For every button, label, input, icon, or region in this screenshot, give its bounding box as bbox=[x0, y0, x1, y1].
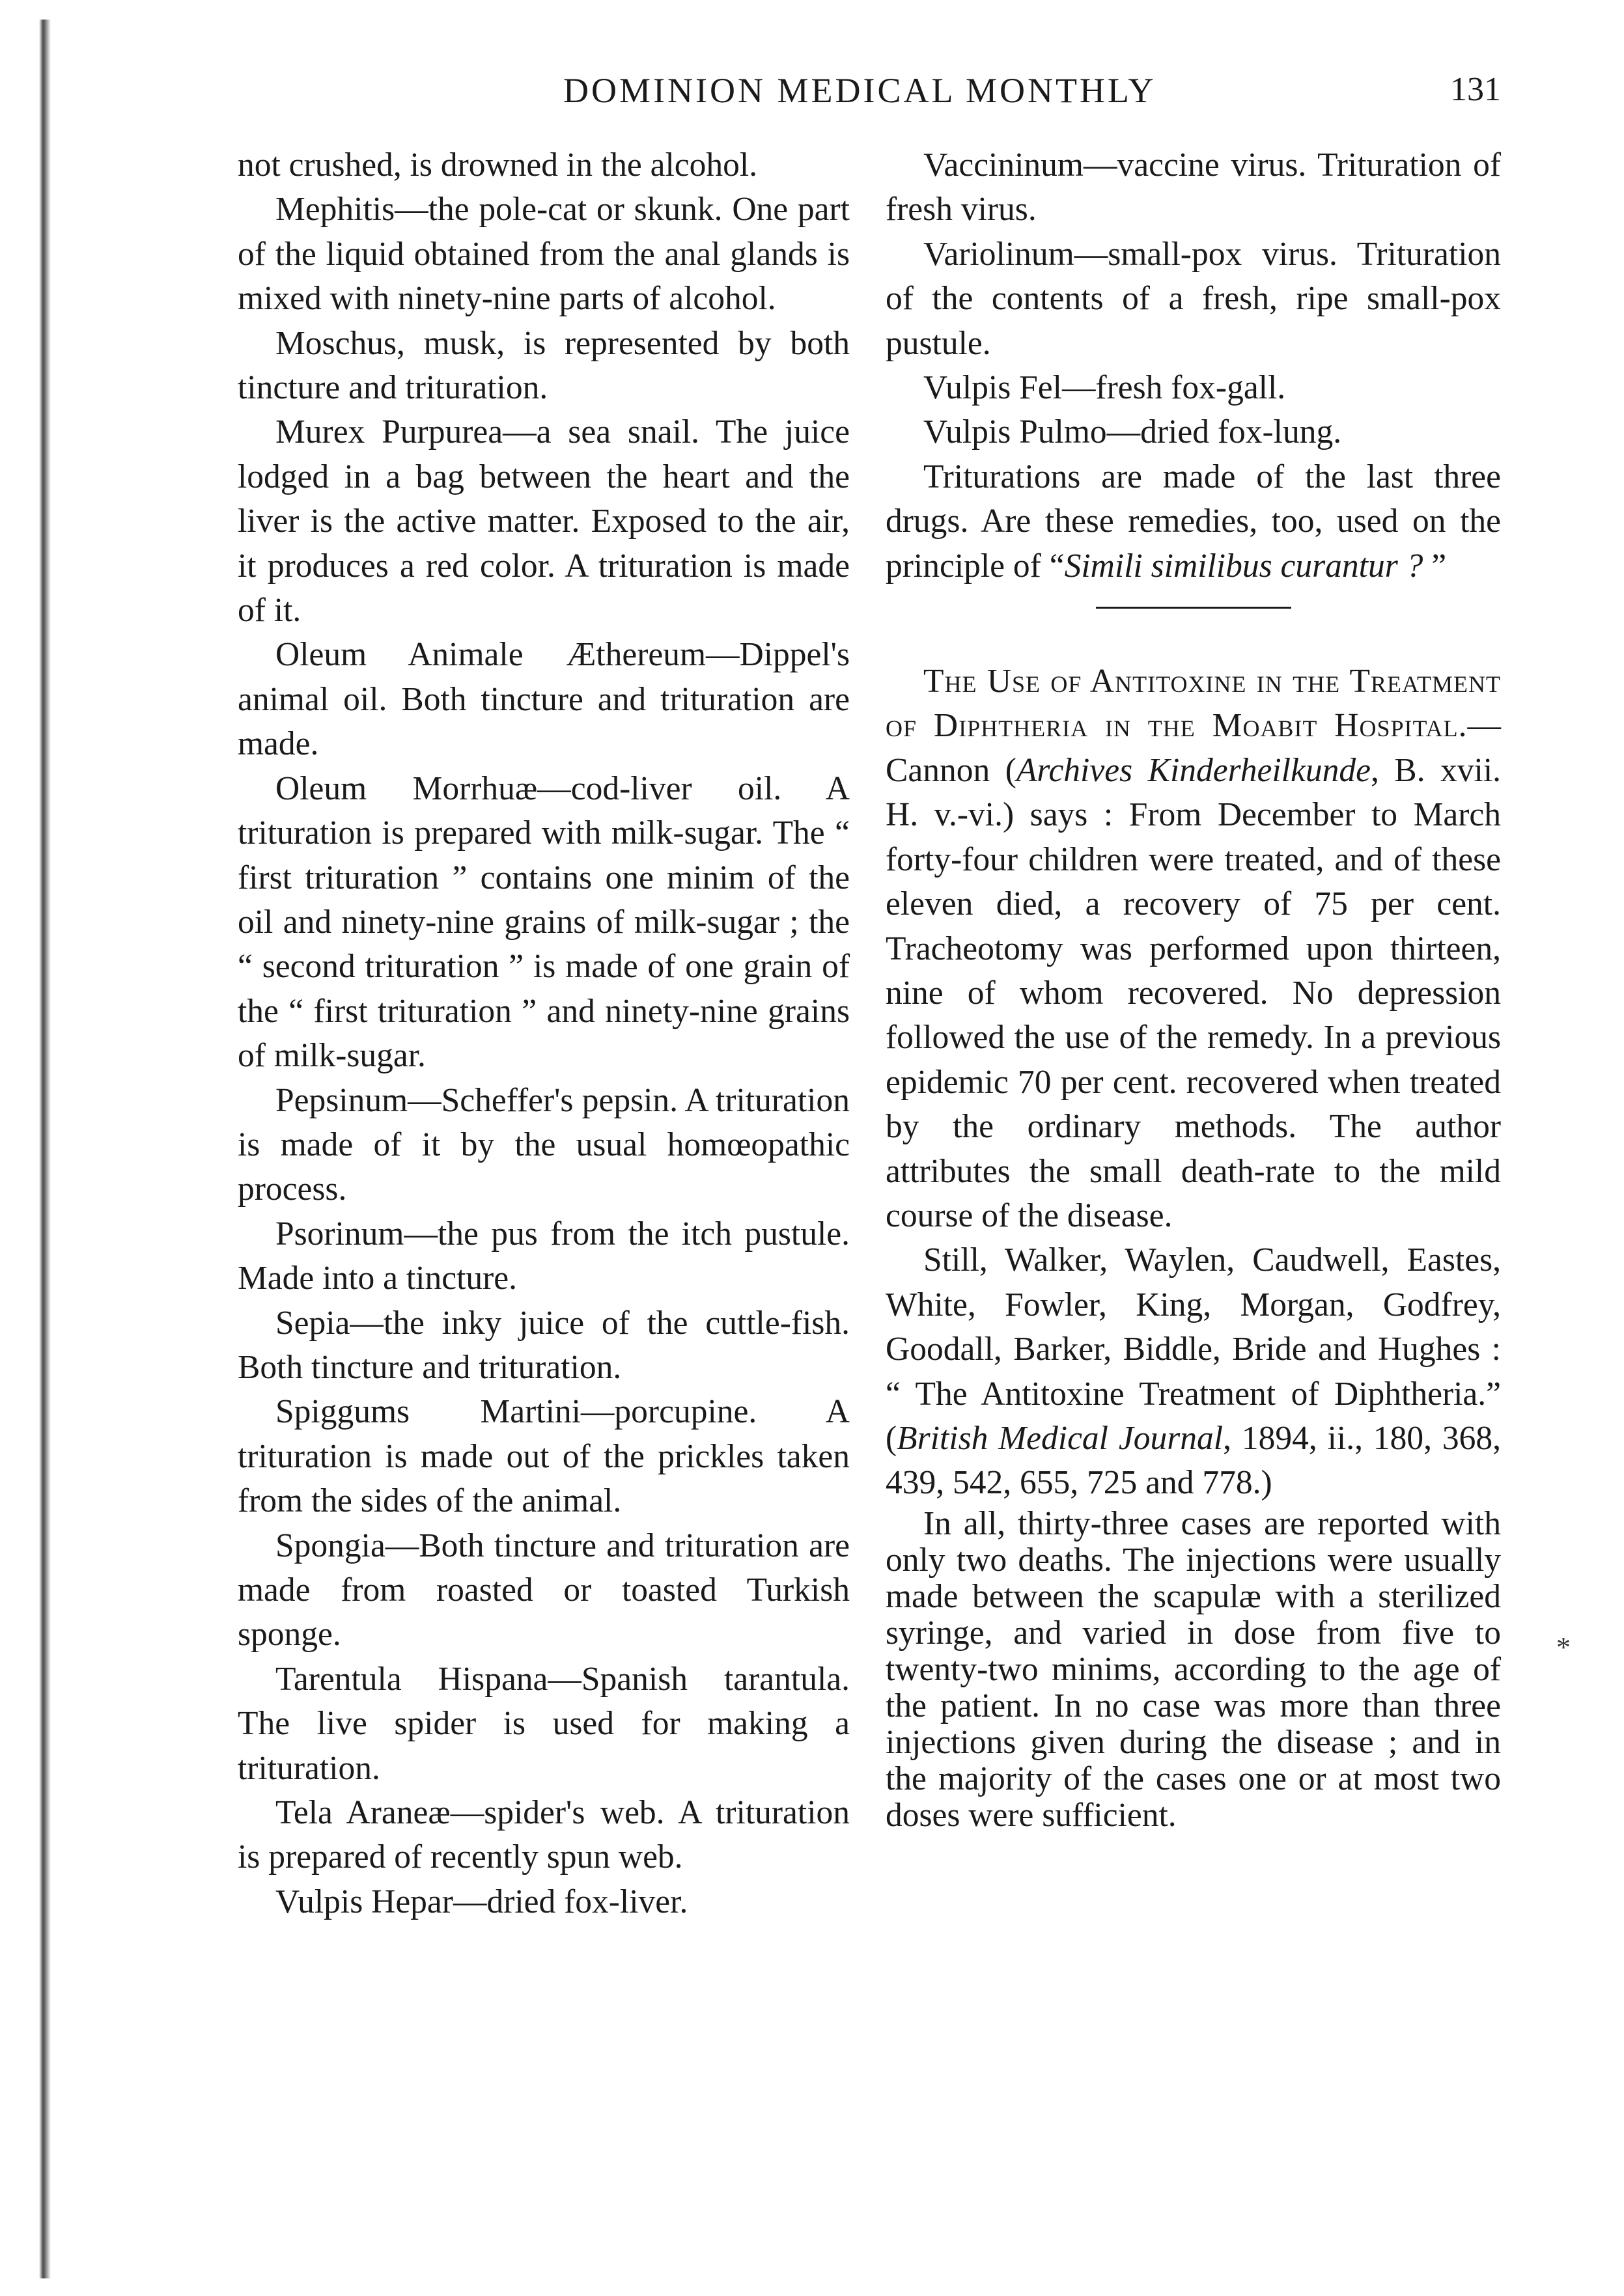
right-column bbox=[886, 143, 1501, 1834]
text-run: ” bbox=[1423, 547, 1447, 585]
text-run: Triturations are made of the last three drugs. Are these remedies, too, used on the principle of “ bbox=[886, 458, 1501, 585]
text-run: Still, Walker, Waylen, Caudwell, Eastes, White, Fowler, King, Morgan, Godfrey, Goodall, Barker, Biddle, Bride and Hughes : “ The Antitoxine Treatment of Diphtheria.” ( bbox=[886, 1241, 1501, 1457]
paragraph: Mephitis—the pole-cat or skunk. One part of the liquid obtained from the anal glands is mixed with ninety-nine parts of alcohol. bbox=[238, 191, 850, 318]
paragraph: Variolinum—small-pox virus. Trituration of the contents of a fresh, ripe small-pox pustule. bbox=[886, 235, 1501, 362]
paragraph: Vaccininum—vaccine virus. Trituration of fresh virus. bbox=[886, 146, 1501, 228]
paragraph bbox=[886, 455, 1501, 588]
left-column bbox=[238, 143, 850, 1924]
paragraph: Moschus, musk, is represented by both tincture and trituration. bbox=[238, 324, 850, 407]
article-paragraph bbox=[886, 659, 1501, 1238]
paragraph: Spongia—Both tincture and trituration are made from roasted or toasted Turkish sponge. bbox=[238, 1527, 850, 1653]
citation-title: Archives Kinderheilkunde bbox=[1016, 751, 1371, 789]
paragraph: Sepia—the inky juice of the cuttle-fish. Both tincture and trituration. bbox=[238, 1304, 850, 1386]
paragraph: not crushed, is drowned in the alcohol. bbox=[238, 146, 758, 184]
paragraph: In all, thirty-three cases are reported with only two deaths. The injections were usually made between the scapulæ with a sterilized syringe, and varied in dose from five to twenty-two minims, according to the age of the patient. In no case was more than three injections given during the disease ; and in the majority of the cases one or at most two doses were sufficient. bbox=[886, 1504, 1501, 1834]
paragraph: Spiggums Martini—porcupine. A trituration is made out of the prickles taken from the sides of the animal. bbox=[238, 1393, 850, 1520]
text-run: , B. xvii. H. v.-vi.) says : From December to March forty-four children were treated, and of these eleven died, a recovery of 75 per cent. Tracheotomy was performed upon thirteen, nine of whom recovered. No depression followed the use of the remedy. In a previous epidemic 70 per cent. recovered when treated by the ordinary methods. The author attributes the small death-rate to the mild course of the disease. bbox=[886, 751, 1502, 1234]
paragraph: Pepsinum—Scheffer's pepsin. A trituration is made of it by the usual homœopathic process. bbox=[238, 1081, 850, 1208]
journal-title: DOMINION MEDICAL MONTHLY bbox=[563, 71, 1156, 110]
margin-mark: * bbox=[1556, 1631, 1571, 1663]
paragraph: Tela Araneæ—spider's web. A trituration is prepared of recently spun web. bbox=[238, 1794, 850, 1876]
paragraph: Vulpis Pulmo—dried fox-lung. bbox=[923, 413, 1342, 451]
paragraph: Oleum Animale Æthereum—Dippel's animal oil. Both tincture and trituration are made. bbox=[238, 636, 850, 763]
article-heading: The Use of Antitoxine in the Treatment of Diphtheria in the Moabit Hospital. bbox=[886, 663, 1501, 745]
paragraph: Vulpis Fel—fresh fox-gall. bbox=[923, 369, 1286, 407]
paragraph: Psorinum—the pus from the itch pustule. Made into a tincture. bbox=[238, 1215, 850, 1297]
paragraph: Oleum Morrhuæ—cod-liver oil. A trituration is prepared with milk-sugar. The “ first trituration ” contains one minim of the oil and ninety-nine grains of milk-sugar ; the “ second trituration ” is made of one grain of the “ first trituration ” and ninety-nine grains of milk-sugar. bbox=[238, 769, 850, 1075]
citation-title: British Medical Journal bbox=[897, 1419, 1224, 1457]
text-run: —Cannon ( bbox=[886, 707, 1501, 789]
text-run: , 1894, ii., 180, 368, 439, 542, 655, 725 and 778.) bbox=[886, 1419, 1501, 1502]
page-number: 131 bbox=[1450, 71, 1501, 108]
paragraph: Murex Purpurea—a sea snail. The juice lodged in a bag between the heart and the liver is the active matter. Exposed to the air, it produces a red color. A trituration is made of it. bbox=[238, 413, 850, 629]
page-binding-edge bbox=[39, 20, 51, 2278]
latin-phrase: Simili similibus curantur ? bbox=[1064, 547, 1423, 585]
running-header bbox=[238, 70, 1501, 122]
paragraph bbox=[886, 1238, 1501, 1505]
paragraph: Tarentula Hispana—Spanish tarantula. The live spider is used for making a trituration. bbox=[238, 1660, 850, 1787]
section-divider bbox=[1096, 607, 1291, 609]
paragraph: Vulpis Hepar—dried fox-liver. bbox=[275, 1883, 688, 1920]
